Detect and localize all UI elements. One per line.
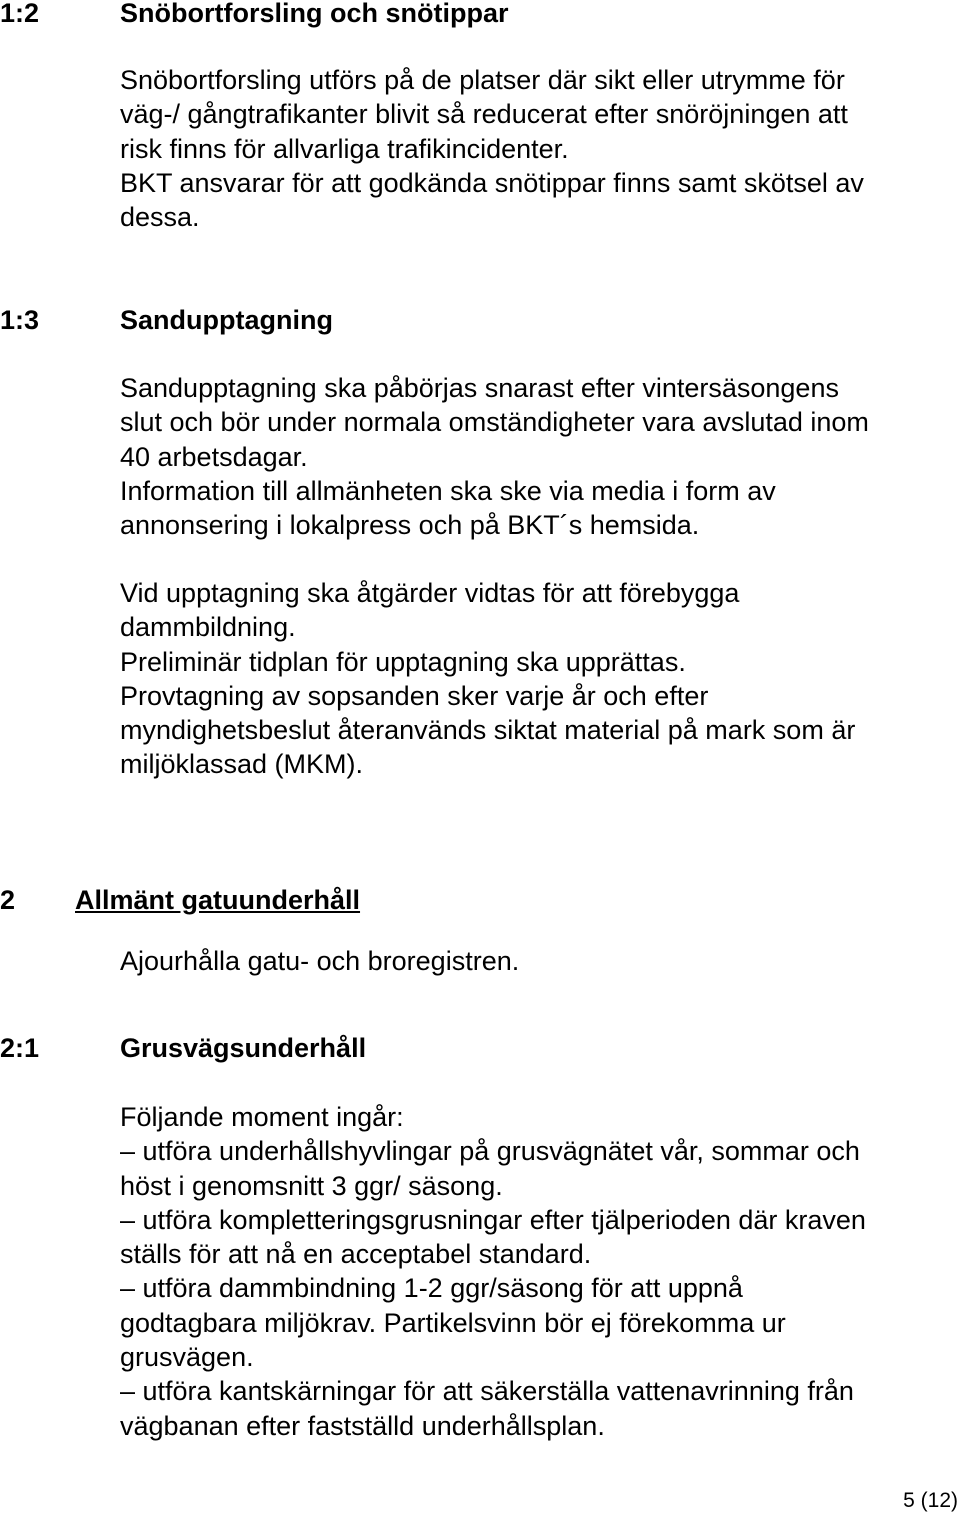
section-title: Grusvägsunderhåll [120,1033,367,1063]
text-line: Vid upptagning ska åtgärder vidtas för att förebygga [120,578,740,608]
section-2-1-body [120,1100,960,1443]
section-number: 2 [0,885,16,915]
text-line: dammbildning. [120,612,296,643]
text-line: annonsering i lokalpress och på BKT´s hemsida. [120,510,700,541]
text-line: Ajourhålla gatu- och broregistren. [120,946,520,976]
section-title: Snöbortforsling och snötippar [120,0,509,28]
text-line: miljöklassad (MKM). [120,749,364,780]
text-line: dessa. [120,202,200,233]
list-item-line: – utföra kompletteringsgrusningar efter tjälperioden där kraven [120,1204,866,1235]
list-item-line: – utföra underhållshyvlingar på grusvägnätet vår, sommar och [120,1136,860,1167]
section-1-2-body [120,63,960,234]
section-number: 1:3 [0,305,40,335]
text-line: BKT ansvarar för att godkända snötippar finns samt skötsel av [120,167,864,198]
text-line: Följande moment ingår: [120,1102,404,1132]
section-number: 1:2 [0,0,40,28]
list-item-line: – utföra kantskärningar för att säkerställa vattenavrinning från [120,1376,854,1407]
section-1-3-paragraph-1 [120,371,960,542]
text-line: risk finns för allvarliga trafikincidenter. [120,133,569,164]
text-line: väg-/ gångtrafikanter blivit så reducerat efter snöröjningen att [120,99,848,130]
text-line: vägbanan efter fastställd underhållsplan. [120,1410,605,1441]
text-line: grusvägen. [120,1342,254,1373]
text-line: slut och bör under normala omständigheter vara avslutad inom [120,407,869,438]
page-number: 5 (12) [903,1489,958,1512]
section-title: Allmänt gatuunderhåll [75,885,361,915]
section-title: Sandupptagning [120,305,333,335]
text-line: Snöbortforsling utförs på de platser där sikt eller utrymme för [120,65,845,95]
section-number: 2:1 [0,1033,40,1063]
text-line: Preliminär tidplan för upptagning ska upprättas. [120,646,686,677]
text-line: höst i genomsnitt 3 ggr/ säsong. [120,1170,503,1201]
text-line: godtagbara miljökrav. Partikelsvinn bör ej förekomma ur [120,1307,786,1338]
text-line: Information till allmänheten ska ske via media i form av [120,475,776,506]
text-line: myndighetsbeslut återanvänds siktat material på mark som är [120,715,856,746]
text-line: 40 arbetsdagar. [120,441,308,472]
text-line: Sandupptagning ska påbörjas snarast efter vintersäsongens [120,373,839,403]
text-line: ställs för att nå en acceptabel standard. [120,1239,592,1270]
text-line: Provtagning av sopsanden sker varje år och efter [120,680,709,711]
section-1-3-paragraph-2 [120,576,960,782]
list-item-line: – utföra dammbindning 1-2 ggr/säsong för att uppnå [120,1273,743,1304]
section-2-body [120,944,960,978]
